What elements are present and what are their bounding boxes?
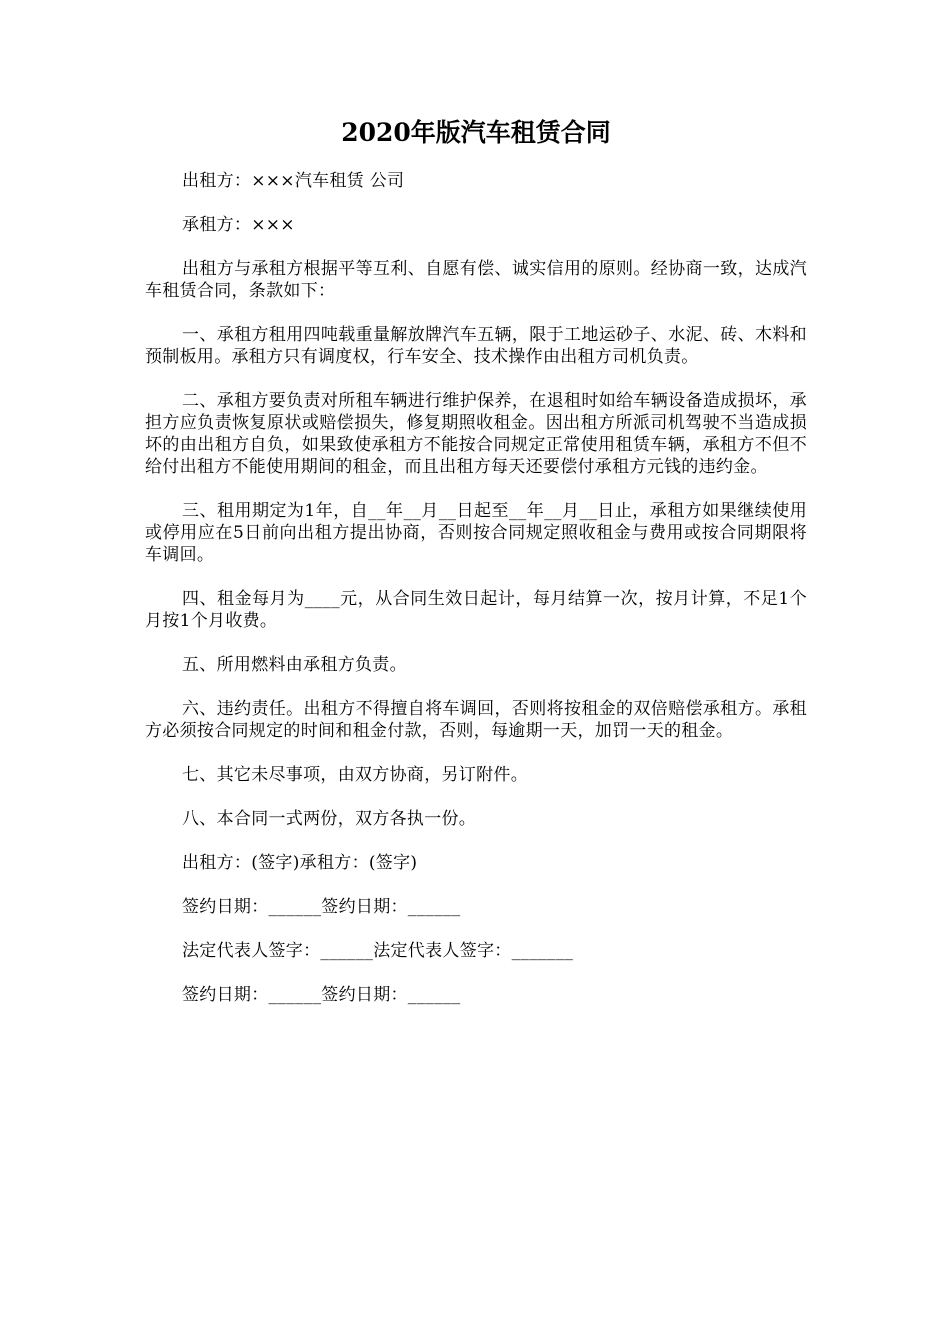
contract-page (145, 113, 807, 1028)
legal-representative-line: 法定代表人签字：______法定代表人签字：_______ (182, 941, 574, 961)
lessee-line: 承租方：××× (182, 215, 295, 235)
signing-date-line-2: 签约日期：______签约日期：______ (182, 985, 461, 1005)
clause-6: 六、违约责任。出租方不得擅自将车调回，否则将按租金的双倍赔偿承租方。承租方必须按合同规定的时间和租金付款，否则，每逾期一天，加罚一天的租金。 (145, 699, 807, 741)
preamble-paragraph: 出租方与承租方根据平等互利、自愿有偿、诚实信用的原则。经协商一致，达成汽车租赁合同，条款如下： (145, 259, 807, 301)
clause-7: 七、其它未尽事项，由双方协商，另订附件。 (182, 765, 528, 785)
clause-8: 八、本合同一式两份，双方各执一份。 (182, 809, 477, 829)
clause-3: 三、租用期定为1年，自__年__月__日起至__年__月__日止，承租方如果继续使用或停用应在5日前向出租方提出协商，否则按合同规定照收租金与费用或按合同期限将车调回。 (145, 501, 807, 565)
clause-2: 二、承租方要负责对所租车辆进行维护保养，在退租时如给车辆设备造成损坏，承担方应负责恢复原状或赔偿损失，修复期照收租金。因出租方所派司机驾驶不当造成损坏的由出租方自负，如果致使承租方不能按合同规定正常使用租赁车辆，承租方不但不给付出租方不能使用期间的租金，而且出租方每天还要偿付承租方元钱的违约金。 (145, 391, 807, 477)
signature-line: 出租方：(签字)承租方：(签字) (182, 853, 418, 873)
clause-5: 五、所用燃料由承租方负责。 (182, 655, 407, 675)
lessor-line: 出租方：×××汽车租赁 公司 (182, 171, 405, 191)
clause-1: 一、承租方租用四吨载重量解放牌汽车五辆，限于工地运砂子、水泥、砖、木料和预制板用。承租方只有调度权，行车安全、技术操作由出租方司机负责。 (145, 325, 807, 367)
document-title: 2020年版汽车租赁合同 (341, 118, 611, 147)
signing-date-line-1: 签约日期：______签约日期：______ (182, 897, 461, 917)
clause-4: 四、租金每月为____元，从合同生效日起计，每月结算一次，按月计算，不足1个月按1个月收费。 (145, 589, 807, 631)
